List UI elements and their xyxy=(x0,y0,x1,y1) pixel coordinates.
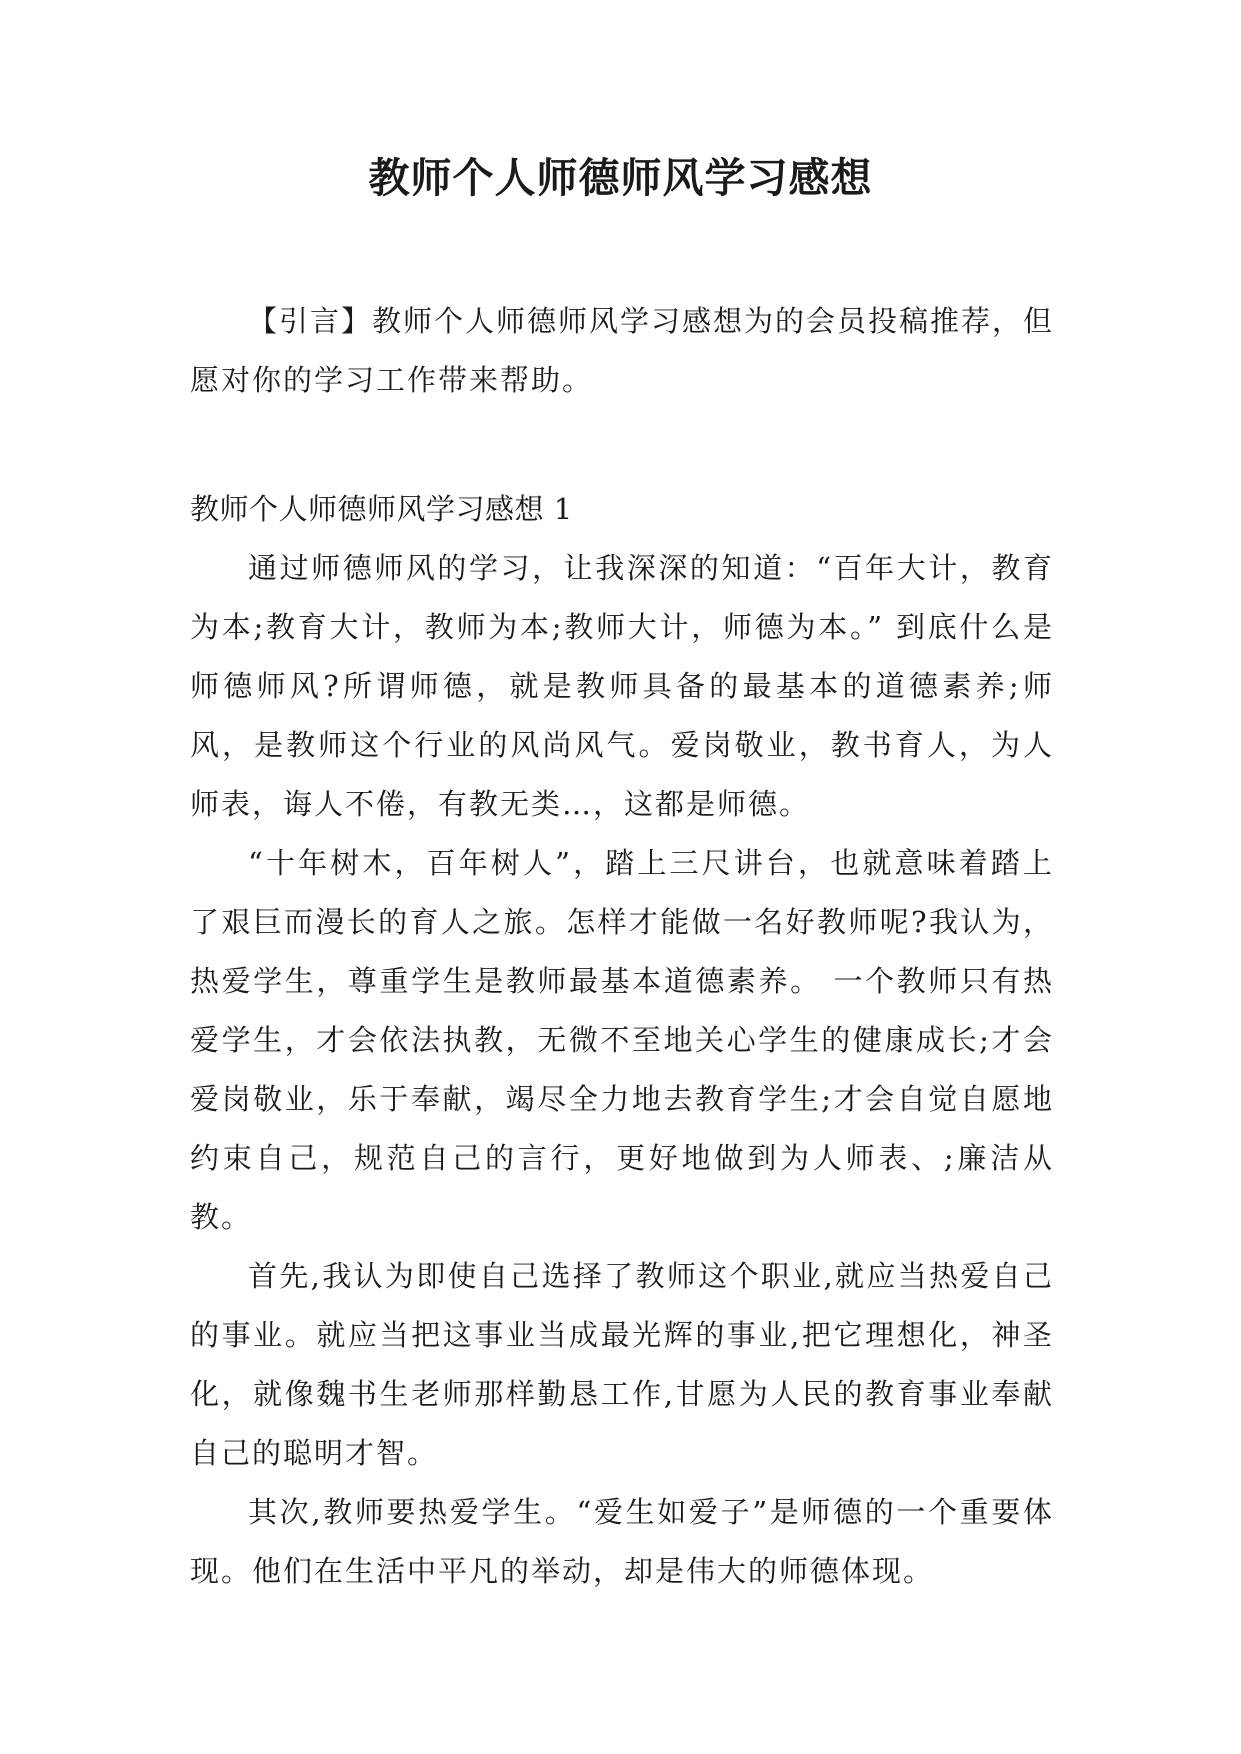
body-paragraph-1: 通过师德师风的学习，让我深深的知道：“百年大计，教育为本;教育大计，教师为本;教师大计，师德为本。” 到底什么是师德师风?所谓师德，就是教师具备的最基本的道德素养;师风，是教师这个行业的风尚风气。爱岗敬业，教书育人，为人师表，诲人不倦，有教无类…，这都是师德。 xyxy=(190,551,1054,821)
section-heading: 教师个人师德师风学习感想 1 xyxy=(190,492,573,526)
body-paragraph-4: 其次,教师要热爱学生。“爱生如爱子”是师德的一个重要体现。他们在生活中平凡的举动，却是伟大的师德体现。 xyxy=(190,1495,1054,1588)
body-paragraph-3: 首先,我认为即使自己选择了教师这个职业,就应当热爱自己的事业。就应当把这事业当成最光辉的事业,把它理想化，神圣化，就像魏书生老师那样勤恳工作,甘愿为人民的教育事业奉献自己的聪明才智。 xyxy=(190,1259,1054,1470)
intro-paragraph: 【引言】教师个人师德师风学习感想为的会员投稿推荐，但愿对你的学习工作带来帮助。 xyxy=(190,304,1055,397)
document-body xyxy=(190,292,1054,1601)
document-title: 教师个人师德师风学习感想 xyxy=(368,154,873,202)
body-paragraph-2: “十年树木，百年树人”，踏上三尺讲台，也就意味着踏上了艰巨而漫长的育人之旅。怎样才能做一名好教师呢?我认为，热爱学生，尊重学生是教师最基本道德素养。 一个教师只有热爱学生，才会依法执教，无微不至地关心学生的健康成长;才会爱岗敬业，乐于奉献，竭尽全力地去教育学生;才会自觉自愿地约束自己，规范自己的言行，更好地做到为人师表、;廉洁从教。 xyxy=(190,846,1054,1234)
